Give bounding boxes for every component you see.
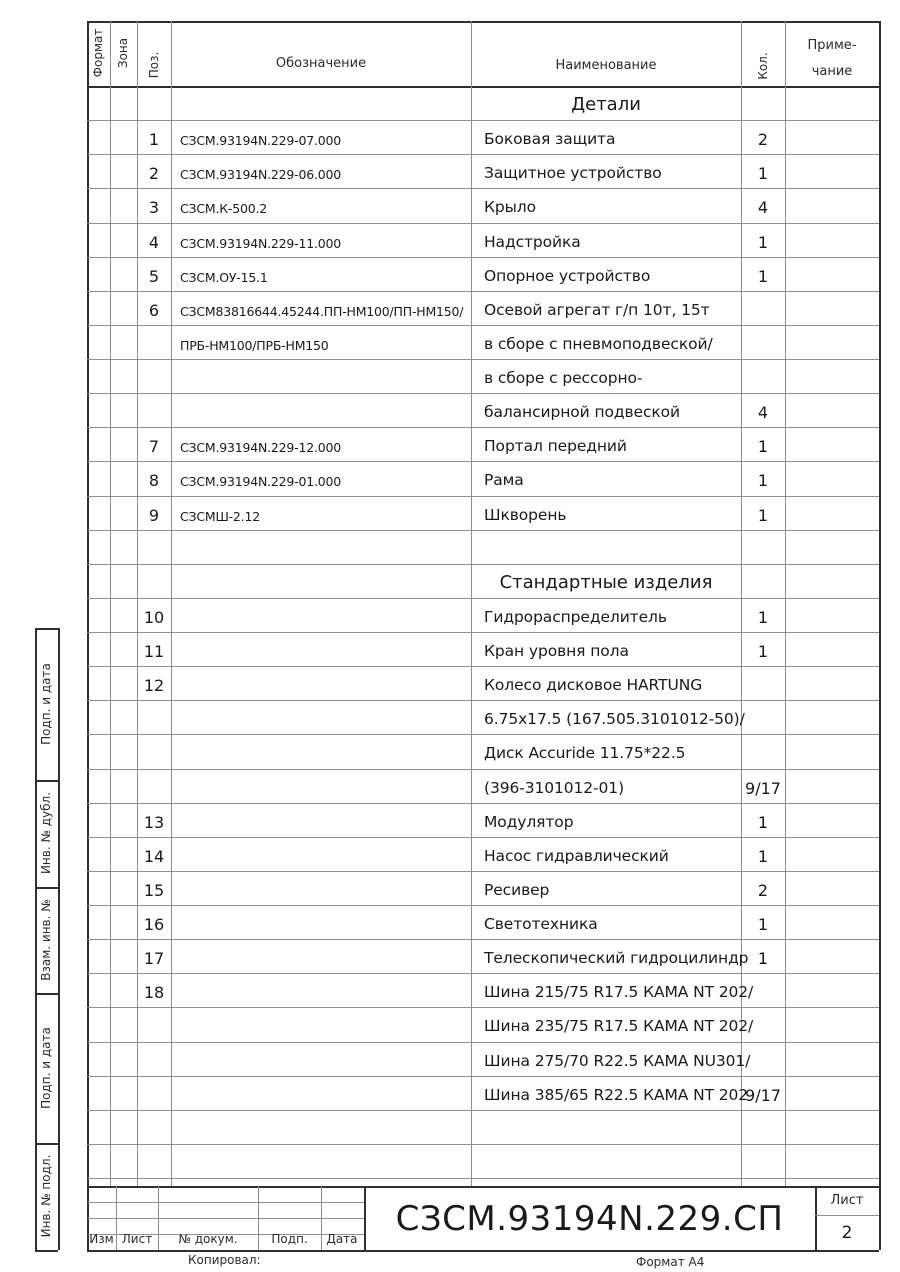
cell-name: Защитное устройство — [484, 164, 662, 182]
cell-qty: 1 — [757, 267, 769, 286]
cell-pos: 2 — [148, 164, 160, 183]
sheet-number: 2 — [841, 1223, 853, 1243]
table-row — [0, 496, 900, 530]
table-row — [0, 973, 900, 1007]
cell-name: Насос гидравлический — [484, 847, 669, 865]
table-row — [0, 1110, 900, 1144]
cell-name: 6.75x17.5 (167.505.3101012-50)/ — [484, 710, 745, 728]
cell-name: Осевой агрегат г/п 10т, 15т — [484, 301, 710, 319]
side-sign-date-1: Подп. и дата — [39, 663, 53, 745]
table-row — [0, 359, 900, 393]
table-row — [0, 939, 900, 973]
table-row — [0, 837, 900, 871]
cell-name: Шкворень — [484, 506, 567, 524]
table-row — [0, 803, 900, 837]
cell-qty: 1 — [757, 847, 769, 866]
table-row — [0, 734, 900, 768]
cell-pos: 3 — [148, 198, 160, 217]
table-row — [0, 154, 900, 188]
header-pos: Поз. — [147, 51, 161, 79]
header-note-line1: Приме- — [807, 38, 857, 53]
table-row — [0, 393, 900, 427]
cell-pos: 1 — [148, 130, 160, 149]
grid-line — [87, 1186, 879, 1188]
grid-line — [87, 1178, 879, 1179]
stamp-izm: Изм — [89, 1232, 114, 1246]
cell-name: Шина 215/75 R17.5 КАМА NT 202/ — [484, 983, 754, 1001]
cell-name: Рама — [484, 471, 524, 489]
side-inv-dubl: Инв. № дубл. — [39, 791, 53, 875]
cell-qty: 1 — [757, 915, 769, 934]
cell-name: Шина 275/70 R22.5 КАМА NU301/ — [484, 1052, 751, 1070]
cell-pos: 5 — [148, 267, 160, 286]
table-row — [0, 1076, 900, 1110]
grid-line — [87, 21, 879, 23]
cell-pos: 12 — [143, 676, 165, 695]
cell-name: в сборе с пневмоподвеской/ — [484, 335, 713, 353]
cell-qty: 1 — [757, 642, 769, 661]
cell-designation: СЗСМШ-2.12 — [180, 509, 260, 524]
cell-name: Шина 385/65 R22.5 КАМА NT 202 — [484, 1086, 749, 1104]
cell-designation: СЗСМ83816644.45244.ПП-НМ100/ПП-НМ150/ — [180, 304, 464, 319]
table-row — [0, 564, 900, 598]
cell-name: Колесо дисковое HARTUNG — [484, 676, 703, 694]
cell-designation: СЗСМ.93194N.229-07.000 — [180, 133, 342, 148]
cell-pos: 4 — [148, 233, 160, 252]
cell-pos: 18 — [143, 983, 165, 1002]
cell-name: Крыло — [484, 198, 536, 216]
table-row — [0, 905, 900, 939]
cell-name: Телескопический гидроцилиндр — [484, 949, 749, 967]
cell-name: Диск Accuride 11.75*22.5 — [484, 744, 686, 762]
stamp-doc-no: № докум. — [178, 1232, 238, 1246]
table-row — [0, 325, 900, 359]
cell-name: Модулятор — [484, 813, 574, 831]
cell-name: Ресивер — [484, 881, 550, 899]
cell-qty: 2 — [757, 881, 769, 900]
header-zone: Зона — [116, 37, 130, 69]
table-row — [0, 257, 900, 291]
cell-qty: 1 — [757, 437, 769, 456]
grid-line — [815, 1215, 879, 1216]
cell-qty: 1 — [757, 164, 769, 183]
grid-line — [87, 1250, 879, 1252]
cell-qty: 1 — [757, 813, 769, 832]
cell-name: Надстройка — [484, 233, 581, 251]
table-row — [0, 1144, 900, 1178]
cell-qty: 4 — [757, 198, 769, 217]
side-vzam-inv: Взам. инв. № — [39, 899, 53, 981]
table-row — [0, 427, 900, 461]
table-row — [0, 632, 900, 666]
document-code: СЗСМ.93194N.229.СП — [395, 1199, 784, 1239]
header-name: Наименование — [555, 58, 657, 73]
cell-name: Светотехника — [484, 915, 598, 933]
cell-name: Опорное устройство — [484, 267, 651, 285]
table-row — [0, 598, 900, 632]
cell-pos: 9 — [148, 506, 160, 525]
cell-pos: 7 — [148, 437, 160, 456]
stamp-sign: Подп. — [271, 1232, 308, 1246]
header-designation: Обозначение — [275, 56, 367, 71]
table-row — [0, 871, 900, 905]
cell-name: Портал передний — [484, 437, 627, 455]
sheet-label: Лист — [830, 1193, 864, 1208]
header-note-line2: чание — [811, 64, 853, 79]
table-row — [0, 700, 900, 734]
cell-designation: ПРБ-НМ100/ПРБ-НМ150 — [180, 338, 329, 353]
cell-designation: СЗСМ.93194N.229-12.000 — [180, 440, 342, 455]
cell-qty: 1 — [757, 608, 769, 627]
cell-qty: 9/17 — [745, 779, 781, 798]
cell-name: балансирной подвеской — [484, 403, 680, 421]
cell-qty: 4 — [757, 403, 769, 422]
cell-pos: 13 — [143, 813, 165, 832]
table-row — [0, 1042, 900, 1076]
table-row — [0, 291, 900, 325]
table-row — [0, 666, 900, 700]
cell-qty: 1 — [757, 471, 769, 490]
cell-name: (396-3101012-01) — [484, 779, 625, 797]
cell-pos: 8 — [148, 471, 160, 490]
cell-name: Кран уровня пола — [484, 642, 629, 660]
cell-qty: 2 — [757, 130, 769, 149]
cell-pos: 10 — [143, 608, 165, 627]
format-label: Формат А4 — [636, 1255, 705, 1269]
cell-pos: 11 — [143, 642, 165, 661]
copied-label: Копировал: — [188, 1253, 261, 1267]
header-format: Формат — [91, 28, 105, 78]
table-row — [0, 461, 900, 495]
cell-qty: 1 — [757, 506, 769, 525]
table-row — [0, 188, 900, 222]
cell-name: Боковая защита — [484, 130, 616, 148]
cell-designation: СЗСМ.К-500.2 — [180, 201, 267, 216]
cell-designation: СЗСМ.93194N.229-01.000 — [180, 474, 342, 489]
stamp-date: Дата — [326, 1232, 358, 1246]
table-row — [0, 223, 900, 257]
cell-pos: 16 — [143, 915, 165, 934]
cell-pos: 15 — [143, 881, 165, 900]
table-row — [0, 530, 900, 564]
side-inv-podl: Инв. № подл. — [39, 1154, 53, 1238]
cell-designation: СЗСМ.ОУ-15.1 — [180, 270, 268, 285]
cell-pos: 6 — [148, 301, 160, 320]
side-sign-date-2: Подп. и дата — [39, 1027, 53, 1109]
cell-qty: 1 — [757, 233, 769, 252]
section-heading: Стандартные изделия — [499, 572, 713, 593]
cell-qty: 1 — [757, 949, 769, 968]
grid-line — [87, 1202, 364, 1203]
table-row — [0, 86, 900, 120]
table-row — [0, 769, 900, 803]
cell-designation: СЗСМ.93194N.229-11.000 — [180, 236, 342, 251]
cell-name: Гидрораспределитель — [484, 608, 667, 626]
cell-designation: СЗСМ.93194N.229-06.000 — [180, 167, 342, 182]
cell-pos: 14 — [143, 847, 165, 866]
grid-line — [35, 1250, 58, 1252]
cell-name: в сборе с рессорно- — [484, 369, 643, 387]
cell-name: Шина 235/75 R17.5 КАМА NT 202/ — [484, 1017, 754, 1035]
stamp-list: Лист — [121, 1232, 153, 1246]
table-row — [0, 120, 900, 154]
section-heading: Детали — [571, 94, 641, 115]
table-row — [0, 1007, 900, 1041]
header-qty: Кол. — [756, 52, 770, 80]
grid-line — [87, 1218, 364, 1219]
cell-qty: 9/17 — [745, 1086, 781, 1105]
cell-pos: 17 — [143, 949, 165, 968]
